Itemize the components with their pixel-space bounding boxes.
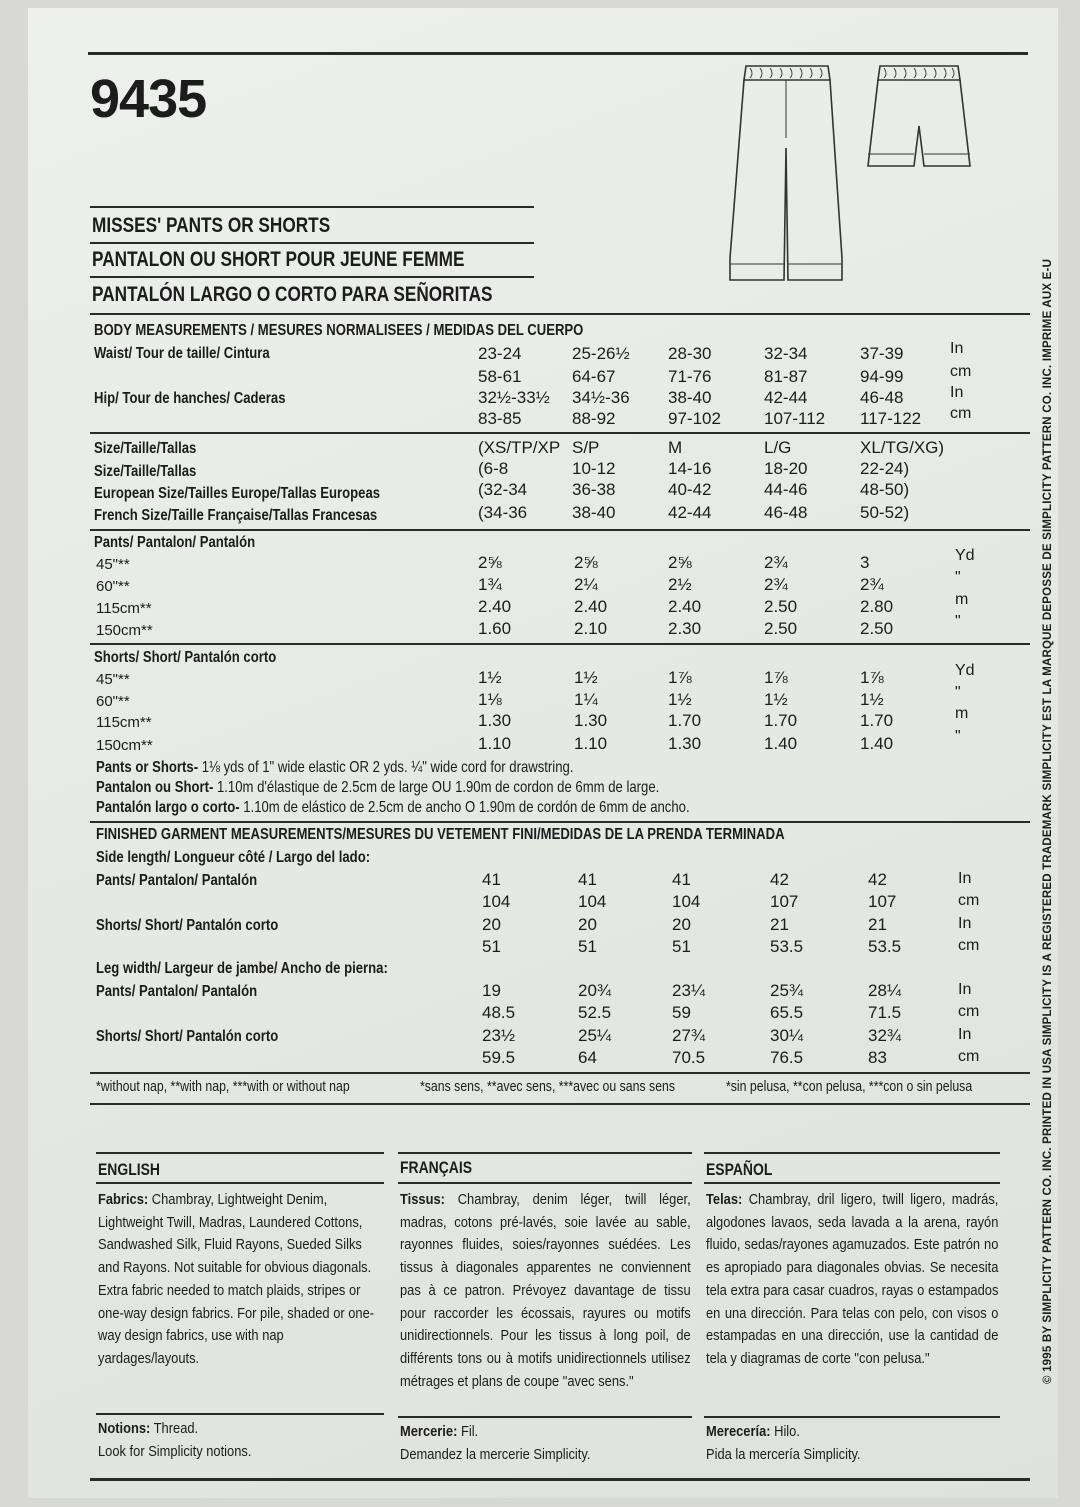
european-size-label: European Size/Tailles Europe/Tallas Europeas [94,485,381,502]
table-cell: 1.30 [574,711,608,730]
section-rule [90,643,1030,645]
table-cell: 25-26½ [572,344,630,363]
elastic-note-spanish: Pantalón largo o corto- 1.10m de elástico de 2.5cm de ancho O 1.90m de cordón de 6mm de ancho. [96,799,690,816]
table-cell: 64 [578,1048,597,1067]
table-cell: 32½-33½ [478,388,550,407]
table-cell: 104 [578,892,607,911]
table-cell: 38-40 [572,503,616,522]
section-rule [90,432,1030,434]
table-cell: 48.5 [482,1003,516,1022]
table-cell: 1.70 [668,711,702,730]
table-cell: 76.5 [770,1048,804,1067]
column-rule [704,1182,1000,1184]
table-cell: 1.10 [478,734,512,753]
shorts-illustration [864,58,974,178]
column-rule [398,1416,692,1418]
table-cell: 2¾ [764,575,788,594]
table-cell: 1.60 [478,619,512,638]
table-cell: 107 [770,892,799,911]
column-rule [96,1182,384,1184]
table-cell: 83-85 [478,409,522,428]
table-cell: 1.30 [478,711,512,730]
unit-label: cm [958,937,980,954]
table-cell: 20¾ [578,981,612,1000]
table-cell: 83 [868,1048,887,1067]
unit-label: cm [950,405,972,422]
column-rule [704,1416,1000,1418]
table-cell: 1.40 [860,734,894,753]
title-english: MISSES' PANTS OR SHORTS [92,214,331,237]
table-cell: 2.10 [574,619,608,638]
column-rule [96,1152,384,1154]
table-cell: 2¾ [860,575,884,594]
table-cell: 1⅞ [668,668,692,687]
leg-width-pants-label: Pants/ Pantalon/ Pantalón [96,983,258,1000]
table-cell: 21 [868,915,887,934]
table-cell: 1½ [478,668,502,687]
spanish-fabrics: Telas: Chambray, dril ligero, twill ligero, madrás, algodones lavaos, seda lavada a la arena, rayón fluido, sedas/rayones agamuzados. Este patrón no es apropiado para diagonales obvias. Se necesita tela extra para casar cuadros, rayas o estampados en una dirección. Para telas con pelo, con visos o estampadas en una dirección, use la cantidad de tela y diagramas de corte "con pelusa." [706,1191,999,1367]
table-cell: 107-112 [764,409,826,428]
table-cell: 37-39 [860,344,904,363]
table-cell: 41 [672,870,691,889]
table-cell: 51 [482,937,501,956]
unit-label: Yd [955,547,975,564]
table-cell: 32-34 [764,344,808,363]
title-rule [90,206,534,208]
table-cell: 36-38 [572,480,616,499]
table-cell: 27¾ [672,1026,706,1045]
table-cell: 25¼ [578,1026,612,1045]
table-cell: 1⅞ [764,668,788,687]
table-cell: 59 [672,1003,691,1022]
unit-label: In [958,981,972,998]
english-heading: ENGLISH [98,1160,160,1179]
table-cell: 97-102 [668,409,721,428]
english-notions: Notions: Thread. Look for Simplicity notions. [98,1420,252,1460]
table-cell: 64-67 [572,367,616,386]
table-cell: 32¾ [868,1026,902,1045]
unit-label: m [955,591,969,608]
table-cell: 2.40 [478,597,512,616]
finished-pants-label: Pants/ Pantalon/ Pantalón [96,872,258,889]
footnote-spanish: *sin pelusa, **con pelusa, ***con o sin pelusa [726,1078,973,1095]
table-cell: 28¼ [868,981,902,1000]
french-size-label: French Size/Taille Française/Tallas Francesas [94,507,378,524]
english-fabrics: Fabrics: Chambray, Lightweight Denim, Lightweight Twill, Madras, Laundered Cottons, Sandwashed Silk, Fluid Rayons, Sueded Silks and Rayons. Not suitable for obvious diagonals. Extra fabric needed to match plaids, stripes or one-way design fabrics. For pile, shaded or one-way design fabrics, use with nap yardages/layouts. [98,1191,375,1367]
section-rule [90,821,1030,823]
table-cell: L/G [764,438,792,457]
column-rule [96,1413,384,1415]
table-cell: 42-44 [764,388,808,407]
table-cell: 104 [482,892,511,911]
unit-label: " [955,569,961,586]
table-cell: 51 [672,937,691,956]
unit-label: cm [958,1048,980,1065]
table-cell: 2.30 [668,619,702,638]
unit-label: In [950,340,964,357]
table-cell: 3 [860,553,870,572]
table-cell: 94-99 [860,367,904,386]
elastic-note-french: Pantalon ou Short- 1.10m d'élastique de 2.5cm de large OU 1.90m de cordon de 6mm de large. [96,779,660,796]
side-length-label: Side length/ Longueur côté / Largo del lado: [96,849,371,866]
table-cell: 2.80 [860,597,894,616]
table-cell: (32-34 [478,480,528,499]
table-cell: 20 [578,915,597,934]
table-cell: 52.5 [578,1003,612,1022]
table-cell: (XS/TP/XP [478,438,561,457]
table-cell: 19 [482,981,501,1000]
column-rule [398,1182,692,1184]
fabric-width-label: 115cm** [96,600,152,617]
table-cell: 41 [482,870,501,889]
fabric-width-label: 115cm** [96,714,152,731]
table-cell: 46-48 [764,503,808,522]
table-cell: 20 [672,915,691,934]
table-cell: (6-8 [478,459,509,478]
leg-width-shorts-label: Shorts/ Short/ Pantalón corto [96,1028,279,1045]
table-cell: 65.5 [770,1003,804,1022]
table-cell: 59.5 [482,1048,516,1067]
table-cell: 2.50 [860,619,894,638]
top-rule [88,52,1028,55]
unit-label: In [958,870,972,887]
table-cell: 1.70 [860,711,894,730]
pants-yardage-heading: Pants/ Pantalon/ Pantalón [94,534,256,551]
table-cell: 20 [482,915,501,934]
table-cell: XL/TG/XG) [860,438,945,457]
table-cell: 42 [770,870,789,889]
table-cell: 22-24) [860,459,910,478]
pants-illustration [722,58,852,288]
fabric-width-label: 150cm** [96,737,153,754]
table-cell: 2.50 [764,619,798,638]
table-cell: 44-46 [764,480,808,499]
table-cell: 28-30 [668,344,712,363]
table-cell: 1¾ [478,575,502,594]
elastic-note-english: Pants or Shorts- 1⅛ yds of 1" wide elastic OR 2 yds. ¼" wide cord for drawstring. [96,759,574,776]
table-cell: 81-87 [764,367,808,386]
table-cell: 71.5 [868,1003,902,1022]
unit-label: Yd [955,662,975,679]
shorts-yardage-heading: Shorts/ Short/ Pantalón corto [94,649,277,666]
table-cell: 53.5 [868,937,902,956]
hip-label: Hip/ Tour de hanches/ Caderas [94,390,286,407]
table-cell: 1¼ [574,690,598,709]
section-rule [90,313,1030,315]
body-measurements-heading: BODY MEASUREMENTS / MESURES NORMALISEES / MEDIDAS DEL CUERPO [94,322,584,339]
table-cell: 1½ [764,690,788,709]
finished-shorts-label: Shorts/ Short/ Pantalón corto [96,917,279,934]
table-cell: 104 [672,892,701,911]
pattern-number: 9435 [90,69,207,129]
table-cell: 1½ [668,690,692,709]
french-heading: FRANÇAIS [400,1158,473,1177]
french-fabrics: Tissus: Chambray, denim léger, twill léger, madras, cotons pré-lavés, soie lavée au sable, rayonnes fluides, soies/rayonnes suédées. Les tissus à diagonales apparentes ne conviennent pas à ce patron. Prévoyez davantage de tissu pour raccorder les écossais, rayures ou motifs unidirectionnels. Pour les tissus à long poil, de différents tons ou à motifs unidirectionnels utilisez métrages et plans de coupe "avec sens." [400,1191,691,1390]
table-cell: S/P [572,438,600,457]
table-cell: 2⅝ [574,553,598,572]
table-cell: 2¼ [574,575,598,594]
table-cell: 1½ [574,668,598,687]
table-cell: 53.5 [770,937,804,956]
leg-width-label: Leg width/ Largeur de jambe/ Ancho de pierna: [96,960,388,977]
footnote-english: *without nap, **with nap, ***with or without nap [96,1078,350,1095]
table-cell: 2.40 [668,597,702,616]
table-cell: 46-48 [860,388,904,407]
table-cell: 117-122 [860,409,922,428]
table-cell: 23¼ [672,981,706,1000]
table-cell: 2.50 [764,597,798,616]
unit-label: In [958,915,972,932]
section-rule [90,1072,1030,1074]
table-cell: 25¾ [770,981,804,1000]
table-cell: 71-76 [668,367,712,386]
fabric-width-label: 60"** [96,578,130,595]
table-cell: 21 [770,915,789,934]
footnote-french: *sans sens, **avec sens, ***avec ou sans sens [420,1078,676,1095]
table-cell: M [668,438,683,457]
column-rule [704,1152,1000,1154]
fabric-width-label: 60"** [96,693,130,710]
unit-label: m [955,705,969,722]
title-french: PANTALON OU SHORT POUR JEUNE FEMME [92,248,465,271]
finished-measurements-heading: FINISHED GARMENT MEASUREMENTS/MESURES DU VETEMENT FINI/MEDIDAS DE LA PRENDA TERMINADA [96,826,785,843]
title-spanish: PANTALÓN LARGO O CORTO PARA SEÑORITAS [92,283,493,306]
table-cell: 2⅝ [668,553,692,572]
fabric-width-label: 45"** [96,671,130,688]
table-cell: 2¾ [764,553,788,572]
table-cell: 42 [868,870,887,889]
unit-label: " [955,728,961,745]
section-rule [90,1103,1030,1105]
unit-label: " [955,613,961,630]
table-cell: 48-50) [860,480,910,499]
table-cell: 30¼ [770,1026,804,1045]
table-cell: (34-36 [478,503,528,522]
table-cell: 1.40 [764,734,798,753]
table-cell: 1⅛ [478,690,502,709]
french-notions: Mercerie: Fil. Demandez la mercerie Simplicity. [400,1423,591,1463]
table-cell: 88-92 [572,409,616,428]
table-cell: 1.70 [764,711,798,730]
table-cell: 58-61 [478,367,522,386]
unit-label: cm [958,892,980,909]
unit-label: In [950,384,964,401]
unit-label: In [958,1026,972,1043]
table-cell: 1⅞ [860,668,884,687]
table-cell: 1.10 [574,734,608,753]
size-label: Size/Taille/Tallas [94,440,197,457]
bottom-rule [90,1478,1030,1481]
table-cell: 2½ [668,575,692,594]
table-cell: 50-52) [860,503,910,522]
table-cell: 2.40 [574,597,608,616]
fabric-width-label: 150cm** [96,622,153,639]
table-cell: 10-12 [572,459,616,478]
table-cell: 107 [868,892,897,911]
spanish-notions: Merecería: Hilo. Pida la mercería Simplicity. [706,1423,861,1463]
table-cell: 41 [578,870,597,889]
title-rule [90,276,534,278]
table-cell: 51 [578,937,597,956]
waist-label: Waist/ Tour de taille/ Cintura [94,345,270,362]
table-cell: 34½-36 [572,388,630,407]
table-cell: 18-20 [764,459,808,478]
section-rule [90,529,1030,531]
size-label: Size/Taille/Tallas [94,463,197,480]
table-cell: 2⅝ [478,553,502,572]
spanish-heading: ESPAÑOL [706,1160,773,1179]
title-rule [90,242,534,244]
table-cell: 40-42 [668,480,712,499]
table-cell: 70.5 [672,1048,706,1067]
table-cell: 42-44 [668,503,712,522]
copyright-side-text: © 1995 BY SIMPLICITY PATTERN CO. INC. PRINTED IN USA SIMPLICITY IS A REGISTERED TRADEMARK SIMPLICITY EST LA MARQUE DEPOSSE DE SIMPLICITY PATTERN CO. INC. IMPRIME AUX E-U [1042,258,1054,1384]
table-cell: 38-40 [668,388,712,407]
fabric-width-label: 45"** [96,556,130,573]
table-cell: 14-16 [668,459,712,478]
unit-label: cm [950,363,972,380]
table-cell: 1.30 [668,734,702,753]
column-rule [398,1152,692,1154]
table-cell: 23-24 [478,344,522,363]
unit-label: cm [958,1003,980,1020]
table-cell: 23½ [482,1026,516,1045]
unit-label: " [955,684,961,701]
table-cell: 1½ [860,690,884,709]
